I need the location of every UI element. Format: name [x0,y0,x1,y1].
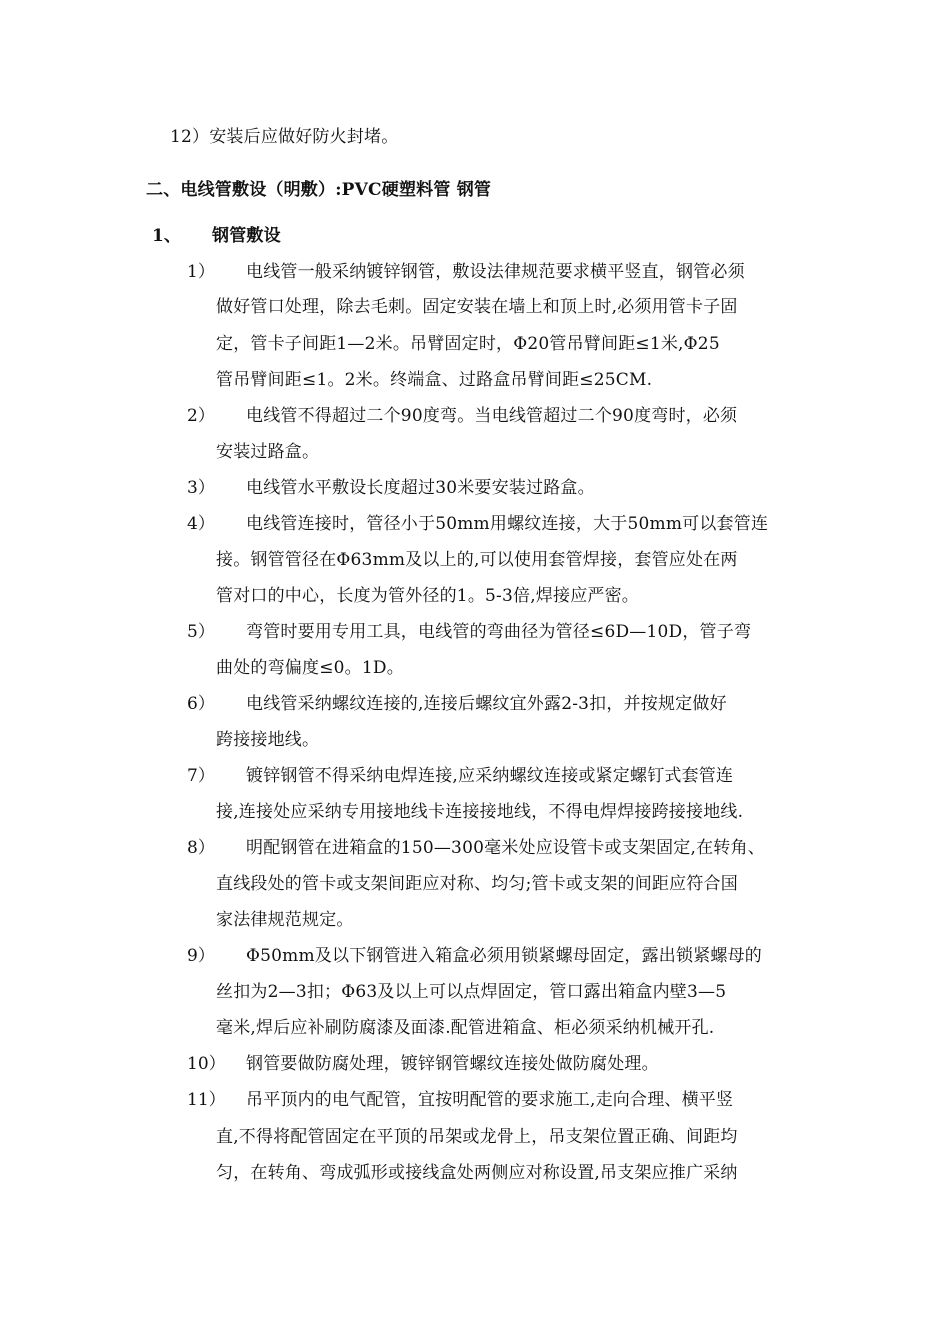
list-item-line: 丝扣为2—3扣；Φ63及以上可以点焊固定，管口露出箱盒内壁3—5 [216,982,727,1002]
subsection-title: 钢管敷设 [212,226,281,246]
list-item-line: 接。钢管管径在Φ63mm及以上的,可以使用套管焊接，套管应处在两 [216,550,738,570]
list-item-number: 5） [187,622,215,642]
list-item-line: 吊平顶内的电气配管，宜按明配管的要求施工,走向合理、横平竖 [246,1090,734,1110]
list-item-line: 电线管水平敷设长度超过30米要安装过路盒。 [246,478,595,498]
list-item-line: 电线管连接时，管径小于50mm用螺纹连接，大于50mm可以套管连 [246,514,769,534]
list-item-line: 匀，在转角、弯成弧形或接线盒处两侧应对称设置,吊支架应推广采纳 [216,1163,738,1183]
list-item-number: 1） [187,262,215,282]
list-item-line: 镀锌钢管不得采纳电焊连接,应采纳螺纹连接或紧定螺钉式套管连 [246,766,734,786]
section-heading: 二、电线管敷设（明敷）:PVC硬塑料管 钢管 [146,180,492,200]
list-item-line: 电线管采纳螺纹连接的,连接后螺纹宜外露2-3扣，并按规定做好 [246,694,727,714]
list-item-line: 钢管要做防腐处理，镀锌钢管螺纹连接处做防腐处理。 [246,1054,659,1074]
list-item-number: 10） [187,1054,226,1074]
list-item-number: 3） [187,478,215,498]
list-item-number: 6） [187,694,215,714]
list-item-line: 管吊臂间距≤1。2米。终端盒、过路盒吊臂间距≤25CM. [216,370,653,390]
list-item-number: 2） [187,406,215,426]
list-item-line: 安装过路盒。 [216,442,320,462]
list-item-line: 弯管时要用专用工具，电线管的弯曲径为管径≤6D—10D，管子弯 [246,622,752,642]
list-item-line: Φ50mm及以下钢管进入箱盒必须用锁紧螺母固定，露出锁紧螺母的 [246,946,763,966]
list-item-line: 跨接接地线。 [216,730,320,750]
list-item-line: 管对口的中心，长度为管外径的1。5-3倍,焊接应严密。 [216,586,639,606]
list-item-number: 7） [187,766,215,786]
list-item-number: 8） [187,838,215,858]
list-item-line: 定，管卡子间距1—2米。吊臂固定时，Φ20管吊臂间距≤1米,Φ25 [216,334,720,354]
list-item-line: 直,不得将配管固定在平顶的吊架或龙骨上，吊支架位置正确、间距均 [216,1127,738,1147]
list-item-line: 明配钢管在进箱盒的150—300毫米处应设管卡或支架固定,在转角、 [246,838,765,858]
previous-item-text: 12）安装后应做好防火封堵。 [170,127,399,147]
list-item-number: 4） [187,514,215,534]
list-item-line: 做好管口处理，除去毛刺。固定安装在墙上和顶上时,必须用管卡子固 [216,297,738,317]
list-item-number: 11） [187,1090,226,1110]
list-item-line: 电线管一般采纳镀锌钢管，敷设法律规范要求横平竖直，钢管必须 [246,262,745,282]
list-item-line: 电线管不得超过二个90度弯。当电线管超过二个90度弯时，必须 [246,406,738,426]
subsection-number: 1、 [152,226,181,246]
list-item-line: 曲处的弯偏度≤0。1D。 [216,658,404,678]
list-item-line: 毫米,焊后应补刷防腐漆及面漆.配管进箱盒、柜必须采纳机械开孔. [216,1018,715,1038]
list-item-line: 家法律规范规定。 [216,910,354,930]
list-item-line: 接,连接处应采纳专用接地线卡连接接地线，不得电焊焊接跨接接地线. [216,802,744,822]
list-item-number: 9） [187,946,215,966]
list-item-line: 直线段处的管卡或支架间距应对称、均匀;管卡或支架的间距应符合国 [216,874,738,894]
